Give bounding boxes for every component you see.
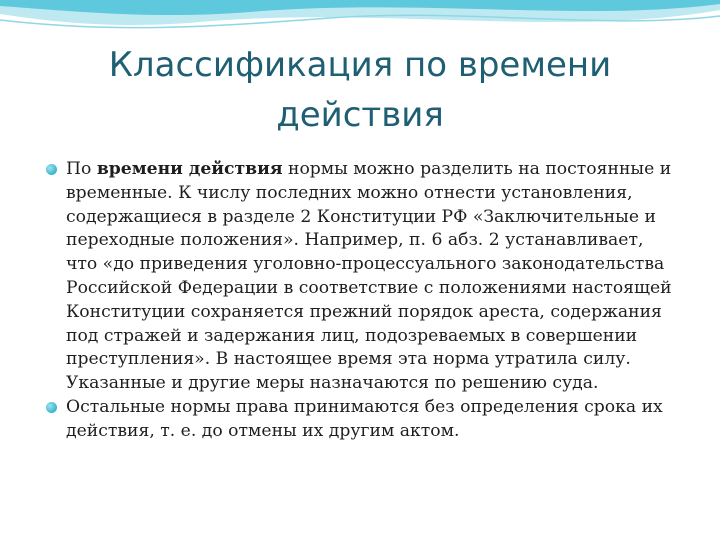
bullet-icon — [46, 164, 57, 175]
bullet-text: Остальные нормы права принимаются без определения срока их действия, т. е. до отмены их другим актом. — [66, 396, 663, 441]
bullet-text: нормы можно разделить на постоянные и временные. К числу последних можно отнести установления, содержащиеся в разделе 2 Конституции РФ «Заключительные и переходные положения». Например, п. 6 абз. 2 устанавливает, что «до приведения уголовно-процессуального законодательства Российской Федерации в соответствие с положениями настоящей Конституции сохраняется прежний порядок ареста, содержания под стражей и задержания лиц, подозреваемых в совершении преступления». В настоящее время эта норма утратила силу. Указанные и другие меры назначаются по решению суда. — [66, 159, 672, 394]
bullet-list — [46, 158, 676, 444]
bullet-emphasis: времени действия — [96, 159, 283, 179]
bullet-prefix: По — [66, 159, 97, 179]
bullet-item — [46, 158, 676, 396]
bullet-icon — [46, 402, 57, 413]
slide-title: Классификация по времени действия — [108, 45, 612, 135]
bullet-item — [46, 396, 676, 444]
